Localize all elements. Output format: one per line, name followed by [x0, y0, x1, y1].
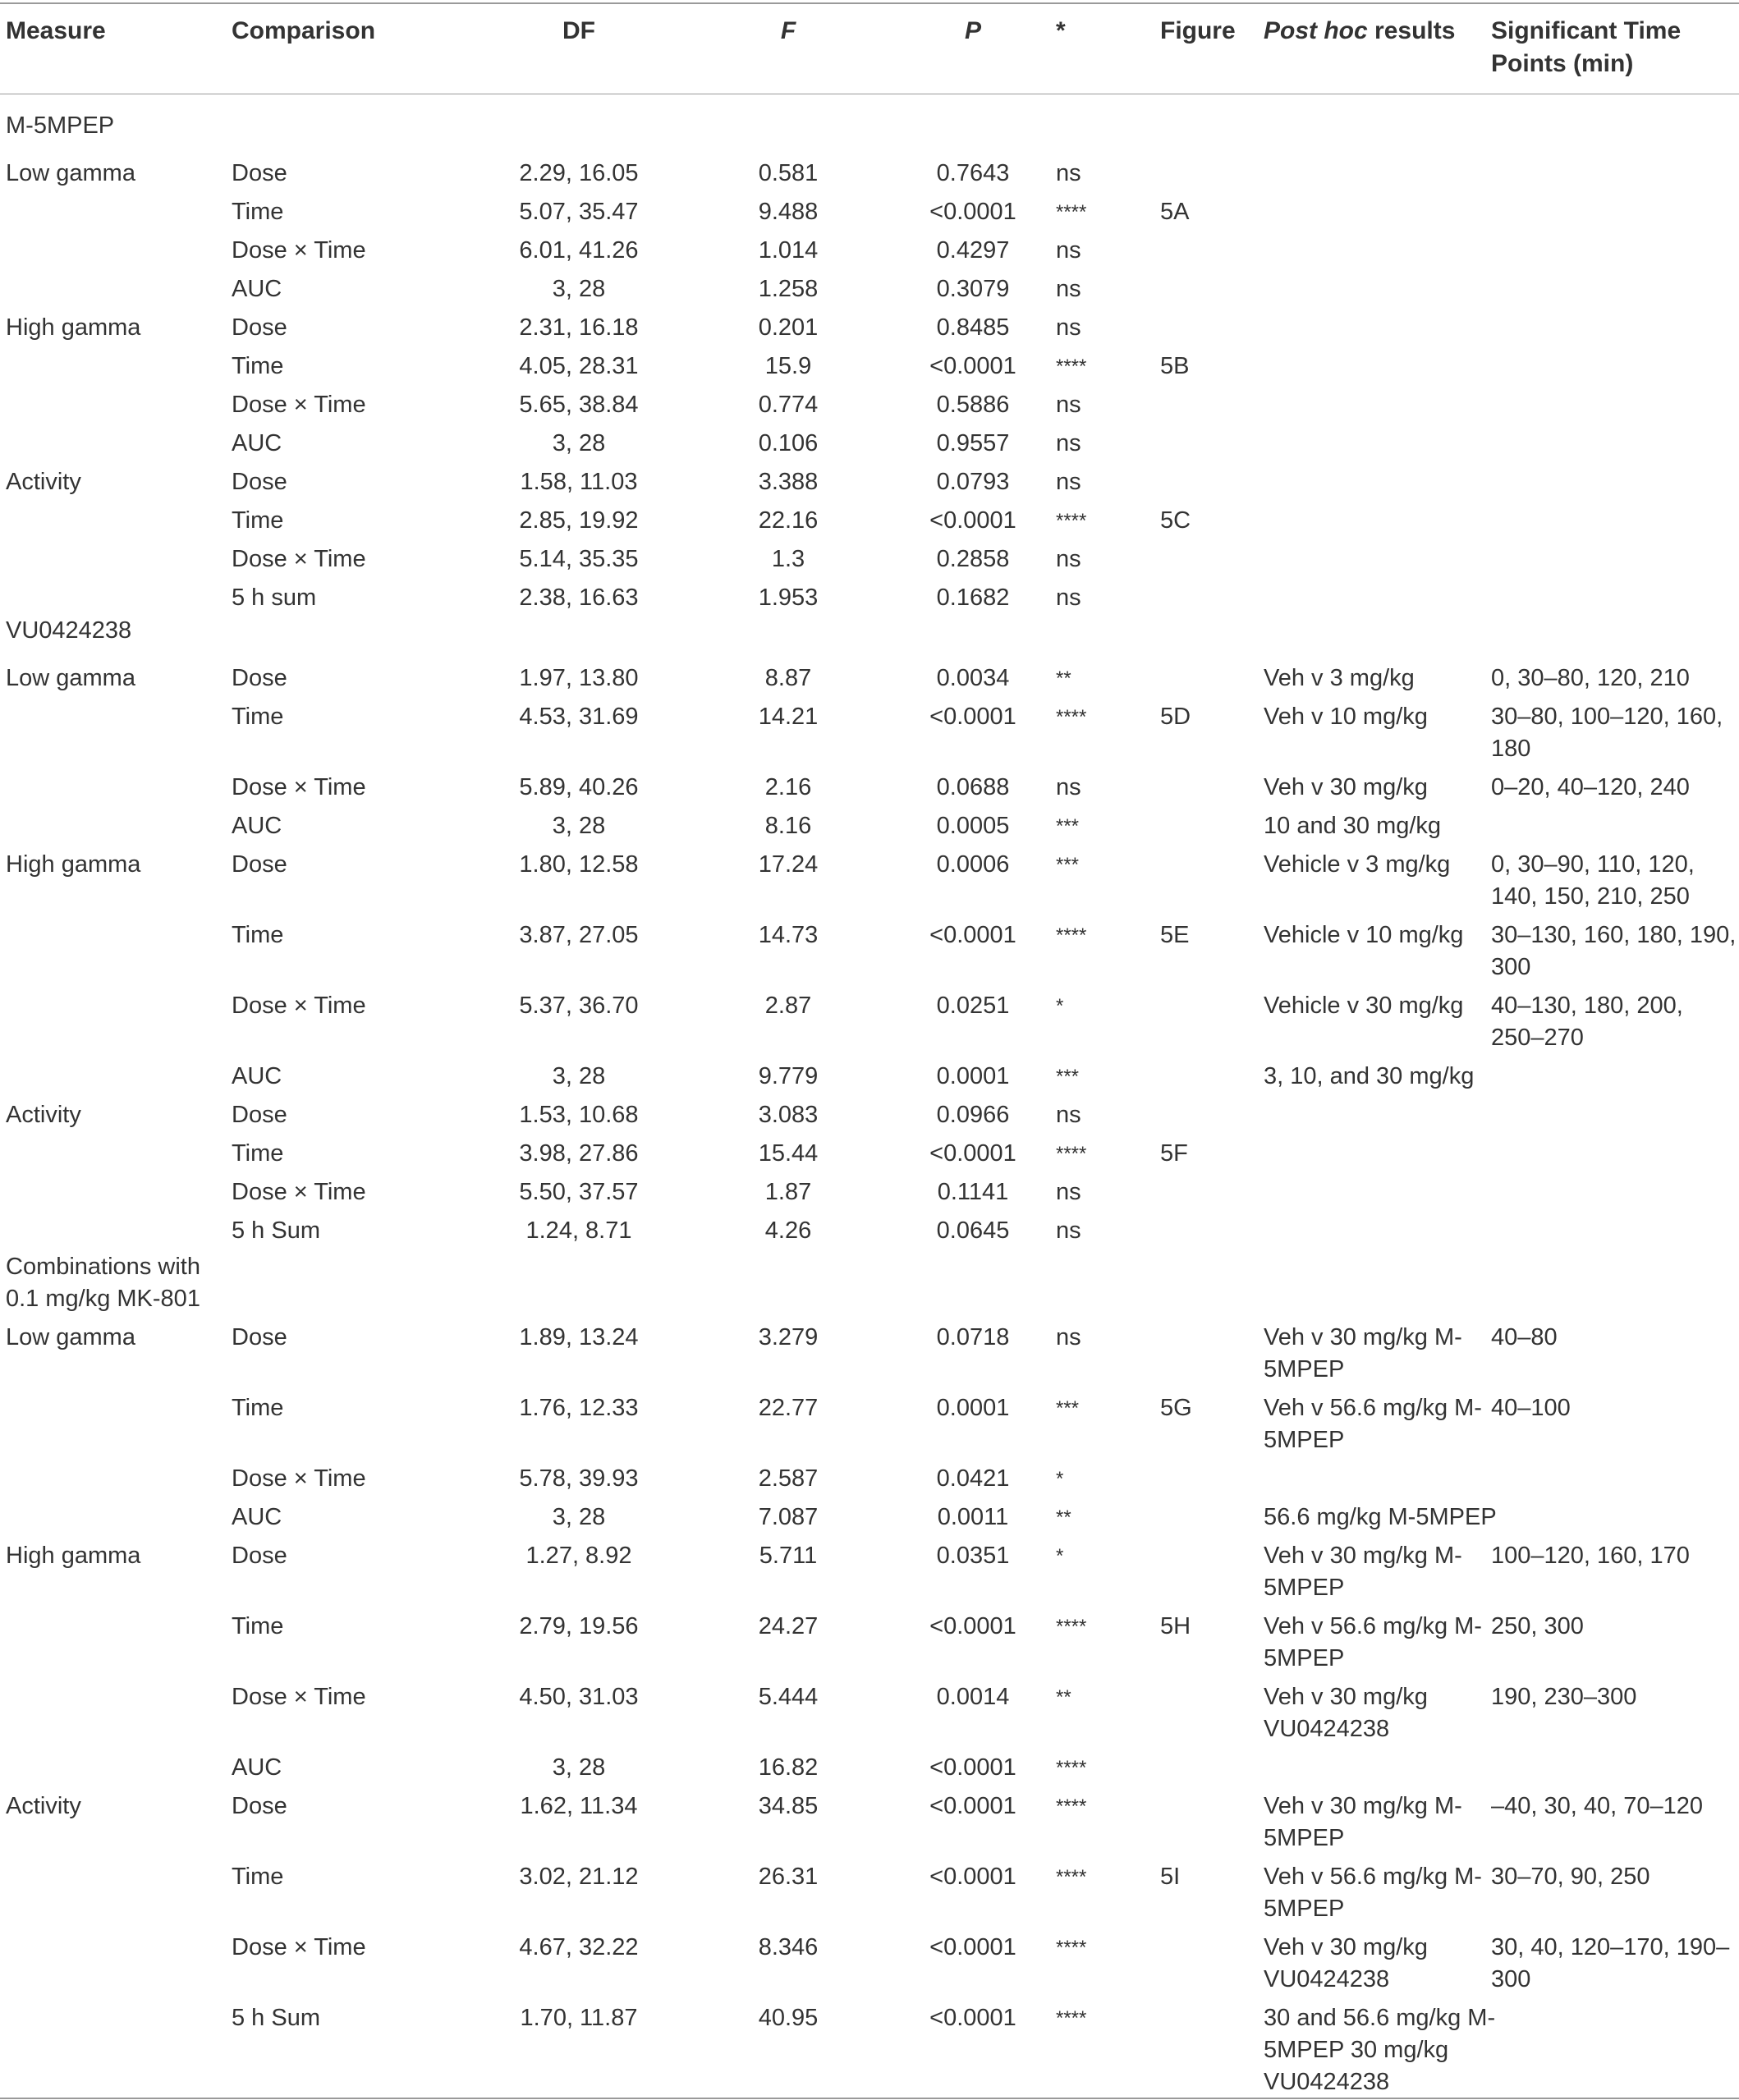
- cell-f: 40.95: [758, 2005, 819, 2031]
- cell-p: <0.0001: [929, 1793, 1016, 1819]
- cell-significance: ns: [1056, 314, 1081, 341]
- cell-comparison: Time: [232, 1613, 284, 1639]
- cell-time-points: 40–100: [1491, 1395, 1571, 1421]
- cell-time-points: 30, 40, 120–170, 190–300: [1491, 1934, 1730, 1992]
- cell-f: 22.77: [758, 1395, 819, 1421]
- cell-df: 3.02, 21.12: [519, 1864, 639, 1890]
- bottom-rule: [0, 2098, 1739, 2099]
- cell-df: 1.53, 10.68: [519, 1102, 639, 1128]
- cell-f: 2.87: [764, 993, 812, 1019]
- cell-comparison: Time: [232, 922, 284, 948]
- cell-p: 0.0351: [936, 1543, 1010, 1569]
- cell-p: <0.0001: [929, 1140, 1016, 1167]
- cell-p: 0.0034: [936, 665, 1010, 691]
- cell-f: 9.488: [758, 199, 819, 225]
- cell-p: 0.2858: [936, 546, 1010, 572]
- cell-post-hoc: 56.6 mg/kg M-5MPEP: [1264, 1504, 1497, 1530]
- header-measure: Measure: [6, 17, 106, 44]
- cell-df: 2.31, 16.18: [519, 314, 639, 341]
- cell-post-hoc: Veh v 30 mg/kg M-5MPEP: [1264, 1324, 1462, 1382]
- cell-measure: Low gamma: [6, 160, 135, 186]
- cell-df: 1.89, 13.24: [519, 1324, 639, 1350]
- cell-f: 8.16: [764, 813, 812, 839]
- cell-figure: 5D: [1160, 704, 1191, 730]
- cell-post-hoc: 3, 10, and 30 mg/kg: [1264, 1063, 1475, 1089]
- cell-significance: ns: [1056, 1102, 1081, 1128]
- cell-comparison: Dose: [232, 469, 287, 495]
- cell-f: 1.953: [758, 585, 819, 611]
- top-rule: [0, 2, 1739, 4]
- cell-post-hoc: 10 and 30 mg/kg: [1264, 813, 1442, 839]
- header-f: F: [780, 17, 796, 44]
- cell-df: 3, 28: [552, 430, 606, 456]
- cell-comparison: Time: [232, 704, 284, 730]
- cell-f: 1.014: [758, 237, 819, 264]
- cell-f: 4.26: [764, 1217, 812, 1244]
- cell-p: 0.0718: [936, 1324, 1010, 1350]
- cell-post-hoc: Veh v 56.6 mg/kg M-5MPEP: [1264, 1613, 1482, 1671]
- cell-figure: 5A: [1160, 199, 1190, 225]
- cell-f: 26.31: [758, 1864, 819, 1890]
- cell-df: 5.07, 35.47: [519, 199, 639, 225]
- cell-post-hoc: Vehicle v 10 mg/kg: [1264, 922, 1464, 948]
- header-p: P: [964, 17, 981, 44]
- cell-f: 8.346: [758, 1934, 819, 1960]
- cell-df: 1.80, 12.58: [519, 851, 639, 878]
- cell-p: 0.3079: [936, 276, 1010, 302]
- cell-significance: ns: [1056, 774, 1081, 800]
- cell-f: 15.9: [764, 353, 812, 379]
- cell-p: <0.0001: [929, 922, 1016, 948]
- cell-comparison: Dose: [232, 851, 287, 878]
- cell-post-hoc: Veh v 56.6 mg/kg M-5MPEP: [1264, 1864, 1482, 1922]
- cell-comparison: Dose: [232, 1324, 287, 1350]
- cell-comparison: AUC: [232, 430, 282, 456]
- header-comparison: Comparison: [232, 17, 376, 44]
- cell-f: 0.106: [758, 430, 819, 456]
- cell-measure: Low gamma: [6, 665, 135, 691]
- section-title: VU0424238: [6, 617, 132, 644]
- cell-df: 3.87, 27.05: [519, 922, 639, 948]
- cell-p: 0.0688: [936, 774, 1010, 800]
- cell-comparison: Dose × Time: [232, 993, 366, 1019]
- cell-comparison: Dose: [232, 1102, 287, 1128]
- cell-significance: ns: [1056, 392, 1081, 418]
- cell-significance: *: [1056, 1468, 1064, 1490]
- cell-figure: 5G: [1160, 1395, 1192, 1421]
- cell-p: 0.0421: [936, 1465, 1010, 1492]
- cell-comparison: Dose × Time: [232, 1465, 366, 1492]
- cell-figure: 5F: [1160, 1140, 1188, 1167]
- header-post-hoc-rest: results: [1367, 17, 1456, 44]
- cell-p: 0.7643: [936, 160, 1010, 186]
- cell-significance: *: [1056, 995, 1064, 1017]
- header-post-hoc: [1264, 15, 1455, 48]
- cell-df: 3, 28: [552, 1063, 606, 1089]
- cell-f: 2.587: [758, 1465, 819, 1492]
- cell-df: 1.58, 11.03: [520, 469, 638, 495]
- cell-post-hoc: Vehicle v 3 mg/kg: [1264, 851, 1451, 878]
- cell-significance: **: [1056, 1686, 1071, 1708]
- cell-p: 0.0645: [936, 1217, 1010, 1244]
- cell-df: 3, 28: [552, 1754, 606, 1781]
- cell-measure: Activity: [6, 1102, 81, 1128]
- cell-comparison: AUC: [232, 276, 282, 302]
- cell-comparison: Dose: [232, 160, 287, 186]
- cell-significance: ***: [1056, 815, 1080, 837]
- cell-comparison: Dose × Time: [232, 546, 366, 572]
- cell-f: 0.201: [758, 314, 819, 341]
- cell-post-hoc: 30 and 56.6 mg/kg M-5MPEP 30 mg/kg VU0424238: [1264, 2005, 1496, 2095]
- cell-df: 1.70, 11.87: [520, 2005, 638, 2031]
- cell-significance: ns: [1056, 1217, 1081, 1244]
- cell-post-hoc: Veh v 30 mg/kg: [1264, 774, 1428, 800]
- cell-post-hoc: Veh v 30 mg/kg VU0424238: [1264, 1934, 1428, 1992]
- cell-significance: ****: [1056, 355, 1087, 378]
- cell-df: 3, 28: [552, 1504, 606, 1530]
- cell-f: 1.3: [771, 546, 805, 572]
- cell-figure: 5C: [1160, 507, 1191, 534]
- cell-df: 2.29, 16.05: [519, 160, 639, 186]
- header-significance: *: [1056, 17, 1066, 44]
- cell-df: 5.50, 37.57: [519, 1179, 639, 1205]
- cell-comparison: Time: [232, 1864, 284, 1890]
- cell-df: 6.01, 41.26: [519, 237, 639, 264]
- cell-df: 2.38, 16.63: [519, 585, 639, 611]
- cell-time-points: –40, 30, 40, 70–120: [1491, 1793, 1704, 1819]
- cell-f: 2.16: [764, 774, 812, 800]
- cell-f: 34.85: [758, 1793, 819, 1819]
- cell-f: 16.82: [758, 1754, 819, 1781]
- cell-p: <0.0001: [929, 2005, 1016, 2031]
- cell-significance: ns: [1056, 276, 1081, 302]
- cell-significance: ****: [1056, 706, 1087, 728]
- cell-p: 0.9557: [936, 430, 1010, 456]
- cell-f: 5.711: [759, 1543, 818, 1569]
- cell-p: <0.0001: [929, 353, 1016, 379]
- cell-p: <0.0001: [929, 507, 1016, 534]
- cell-p: <0.0001: [929, 199, 1016, 225]
- cell-p: <0.0001: [929, 1754, 1016, 1781]
- cell-f: 0.581: [758, 160, 819, 186]
- cell-measure: Activity: [6, 469, 81, 495]
- header-df: DF: [562, 17, 595, 44]
- cell-significance: ns: [1056, 1179, 1081, 1205]
- cell-f: 0.774: [758, 392, 819, 418]
- cell-comparison: Dose × Time: [232, 1934, 366, 1960]
- cell-comparison: Dose: [232, 1543, 287, 1569]
- cell-significance: ns: [1056, 546, 1081, 572]
- cell-time-points: 40–130, 180, 200, 250–270: [1491, 993, 1683, 1051]
- section-title: M-5MPEP: [6, 112, 115, 139]
- cell-significance: ns: [1056, 469, 1081, 495]
- cell-comparison: Dose × Time: [232, 774, 366, 800]
- cell-significance: ****: [1056, 2007, 1087, 2029]
- cell-df: 5.14, 35.35: [519, 546, 639, 572]
- cell-p: 0.0001: [936, 1063, 1010, 1089]
- cell-comparison: 5 h sum: [232, 585, 317, 611]
- cell-time-points: 100–120, 160, 170: [1491, 1543, 1690, 1569]
- cell-significance: ns: [1056, 585, 1081, 611]
- table-header: [0, 15, 1739, 89]
- cell-significance: ****: [1056, 1937, 1087, 1959]
- cell-df: 1.62, 11.34: [520, 1793, 638, 1819]
- cell-time-points: 0–20, 40–120, 240: [1491, 774, 1690, 800]
- cell-df: 4.50, 31.03: [519, 1684, 639, 1710]
- cell-f: 3.279: [758, 1324, 819, 1350]
- cell-significance: ****: [1056, 924, 1087, 947]
- cell-significance: ***: [1056, 1066, 1080, 1088]
- cell-significance: ns: [1056, 1324, 1081, 1350]
- cell-p: 0.0006: [936, 851, 1010, 878]
- cell-significance: **: [1056, 667, 1071, 690]
- cell-post-hoc: Veh v 30 mg/kg M-5MPEP: [1264, 1543, 1462, 1601]
- cell-comparison: Dose × Time: [232, 392, 366, 418]
- cell-f: 22.16: [758, 507, 819, 534]
- cell-comparison: Time: [232, 353, 284, 379]
- cell-significance: ns: [1056, 237, 1081, 264]
- cell-post-hoc: Veh v 10 mg/kg: [1264, 704, 1428, 730]
- cell-f: 17.24: [758, 851, 819, 878]
- cell-comparison: 5 h Sum: [232, 1217, 320, 1244]
- cell-df: 5.89, 40.26: [519, 774, 639, 800]
- cell-p: 0.1141: [937, 1179, 1009, 1205]
- cell-df: 5.37, 36.70: [519, 993, 639, 1019]
- cell-figure: 5I: [1160, 1864, 1181, 1890]
- cell-df: 1.97, 13.80: [519, 665, 639, 691]
- cell-significance: ****: [1056, 1143, 1087, 1165]
- cell-time-points: 250, 300: [1491, 1613, 1584, 1639]
- cell-f: 3.388: [758, 469, 819, 495]
- cell-significance: *: [1056, 1545, 1064, 1567]
- cell-comparison: AUC: [232, 813, 282, 839]
- cell-p: <0.0001: [929, 704, 1016, 730]
- cell-p: 0.0251: [936, 993, 1010, 1019]
- cell-f: 14.73: [758, 922, 819, 948]
- cell-f: 5.444: [758, 1684, 819, 1710]
- cell-df: 1.27, 8.92: [525, 1543, 632, 1569]
- cell-p: 0.0011: [937, 1504, 1009, 1530]
- cell-comparison: AUC: [232, 1063, 282, 1089]
- section-title: Combinations with 0.1 mg/kg MK-801: [6, 1254, 200, 1312]
- cell-f: 3.083: [758, 1102, 819, 1128]
- cell-p: <0.0001: [929, 1864, 1016, 1890]
- cell-comparison: Dose: [232, 314, 287, 341]
- cell-comparison: Dose × Time: [232, 1684, 366, 1710]
- cell-significance: ****: [1056, 1795, 1087, 1818]
- cell-measure: High gamma: [6, 851, 141, 878]
- cell-significance: ****: [1056, 201, 1087, 223]
- cell-df: 5.65, 38.84: [519, 392, 639, 418]
- cell-time-points: 30–130, 160, 180, 190, 300: [1491, 922, 1737, 980]
- cell-p: <0.0001: [929, 1934, 1016, 1960]
- cell-time-points: 190, 230–300: [1491, 1684, 1637, 1710]
- cell-p: <0.0001: [929, 1613, 1016, 1639]
- cell-df: 5.78, 39.93: [519, 1465, 639, 1492]
- cell-df: 3.98, 27.86: [519, 1140, 639, 1167]
- cell-f: 15.44: [758, 1140, 819, 1167]
- cell-df: 2.79, 19.56: [519, 1613, 639, 1639]
- cell-figure: 5H: [1160, 1613, 1191, 1639]
- cell-f: 14.21: [758, 704, 819, 730]
- cell-df: 3, 28: [552, 276, 606, 302]
- cell-p: 0.5886: [936, 392, 1010, 418]
- cell-df: 2.85, 19.92: [519, 507, 639, 534]
- cell-p: 0.8485: [936, 314, 1010, 341]
- cell-p: 0.0966: [936, 1102, 1010, 1128]
- header-post-hoc-italic: Post hoc: [1264, 17, 1368, 44]
- cell-significance: ns: [1056, 430, 1081, 456]
- cell-f: 24.27: [758, 1613, 819, 1639]
- cell-p: 0.0001: [936, 1395, 1010, 1421]
- cell-f: 9.779: [758, 1063, 819, 1089]
- cell-figure: 5E: [1160, 922, 1190, 948]
- header-time-points: Significant Time Points (min): [1491, 17, 1682, 77]
- cell-significance: ****: [1056, 1616, 1087, 1638]
- cell-p: 0.4297: [936, 237, 1010, 264]
- cell-comparison: Time: [232, 1395, 284, 1421]
- cell-time-points: 0, 30–90, 110, 120, 140, 150, 210, 250: [1491, 851, 1695, 910]
- cell-f: 7.087: [758, 1504, 819, 1530]
- cell-df: 1.24, 8.71: [525, 1217, 632, 1244]
- cell-p: 0.0005: [936, 813, 1010, 839]
- cell-df: 4.53, 31.69: [519, 704, 639, 730]
- cell-comparison: AUC: [232, 1754, 282, 1781]
- cell-significance: **: [1056, 1506, 1071, 1529]
- cell-f: 8.87: [764, 665, 812, 691]
- cell-significance: ****: [1056, 1866, 1087, 1888]
- cell-significance: ****: [1056, 1757, 1087, 1779]
- cell-comparison: 5 h Sum: [232, 2005, 320, 2031]
- cell-post-hoc: Veh v 30 mg/kg M-5MPEP: [1264, 1793, 1462, 1851]
- cell-comparison: Time: [232, 507, 284, 534]
- cell-comparison: Dose × Time: [232, 237, 366, 264]
- cell-significance: ***: [1056, 1397, 1080, 1419]
- cell-df: 3, 28: [552, 813, 606, 839]
- cell-p: 0.0014: [936, 1684, 1010, 1710]
- cell-p: 0.1682: [936, 585, 1010, 611]
- cell-comparison: Dose: [232, 665, 287, 691]
- cell-time-points: 30–80, 100–120, 160, 180: [1491, 704, 1723, 762]
- cell-df: 4.67, 32.22: [519, 1934, 639, 1960]
- cell-figure: 5B: [1160, 353, 1190, 379]
- cell-measure: High gamma: [6, 314, 141, 341]
- cell-comparison: AUC: [232, 1504, 282, 1530]
- cell-comparison: Dose: [232, 1793, 287, 1819]
- cell-significance: ***: [1056, 854, 1080, 876]
- cell-post-hoc: Veh v 3 mg/kg: [1264, 665, 1415, 691]
- cell-measure: Low gamma: [6, 1324, 135, 1350]
- cell-f: 1.87: [764, 1179, 812, 1205]
- cell-post-hoc: Veh v 56.6 mg/kg M-5MPEP: [1264, 1395, 1482, 1453]
- cell-comparison: Time: [232, 199, 284, 225]
- cell-p: 0.0793: [936, 469, 1010, 495]
- cell-df: 1.76, 12.33: [519, 1395, 639, 1421]
- cell-time-points: 40–80: [1491, 1324, 1558, 1350]
- cell-time-points: 0, 30–80, 120, 210: [1491, 665, 1690, 691]
- cell-post-hoc: Veh v 30 mg/kg VU0424238: [1264, 1684, 1428, 1742]
- cell-time-points: 30–70, 90, 250: [1491, 1864, 1650, 1890]
- cell-measure: Activity: [6, 1793, 81, 1819]
- cell-df: 4.05, 28.31: [519, 353, 639, 379]
- cell-significance: ns: [1056, 160, 1081, 186]
- cell-post-hoc: Vehicle v 30 mg/kg: [1264, 993, 1464, 1019]
- cell-significance: ****: [1056, 510, 1087, 532]
- cell-comparison: Time: [232, 1140, 284, 1167]
- header-figure: Figure: [1160, 17, 1236, 44]
- cell-f: 1.258: [758, 276, 819, 302]
- cell-measure: High gamma: [6, 1543, 141, 1569]
- cell-comparison: Dose × Time: [232, 1179, 366, 1205]
